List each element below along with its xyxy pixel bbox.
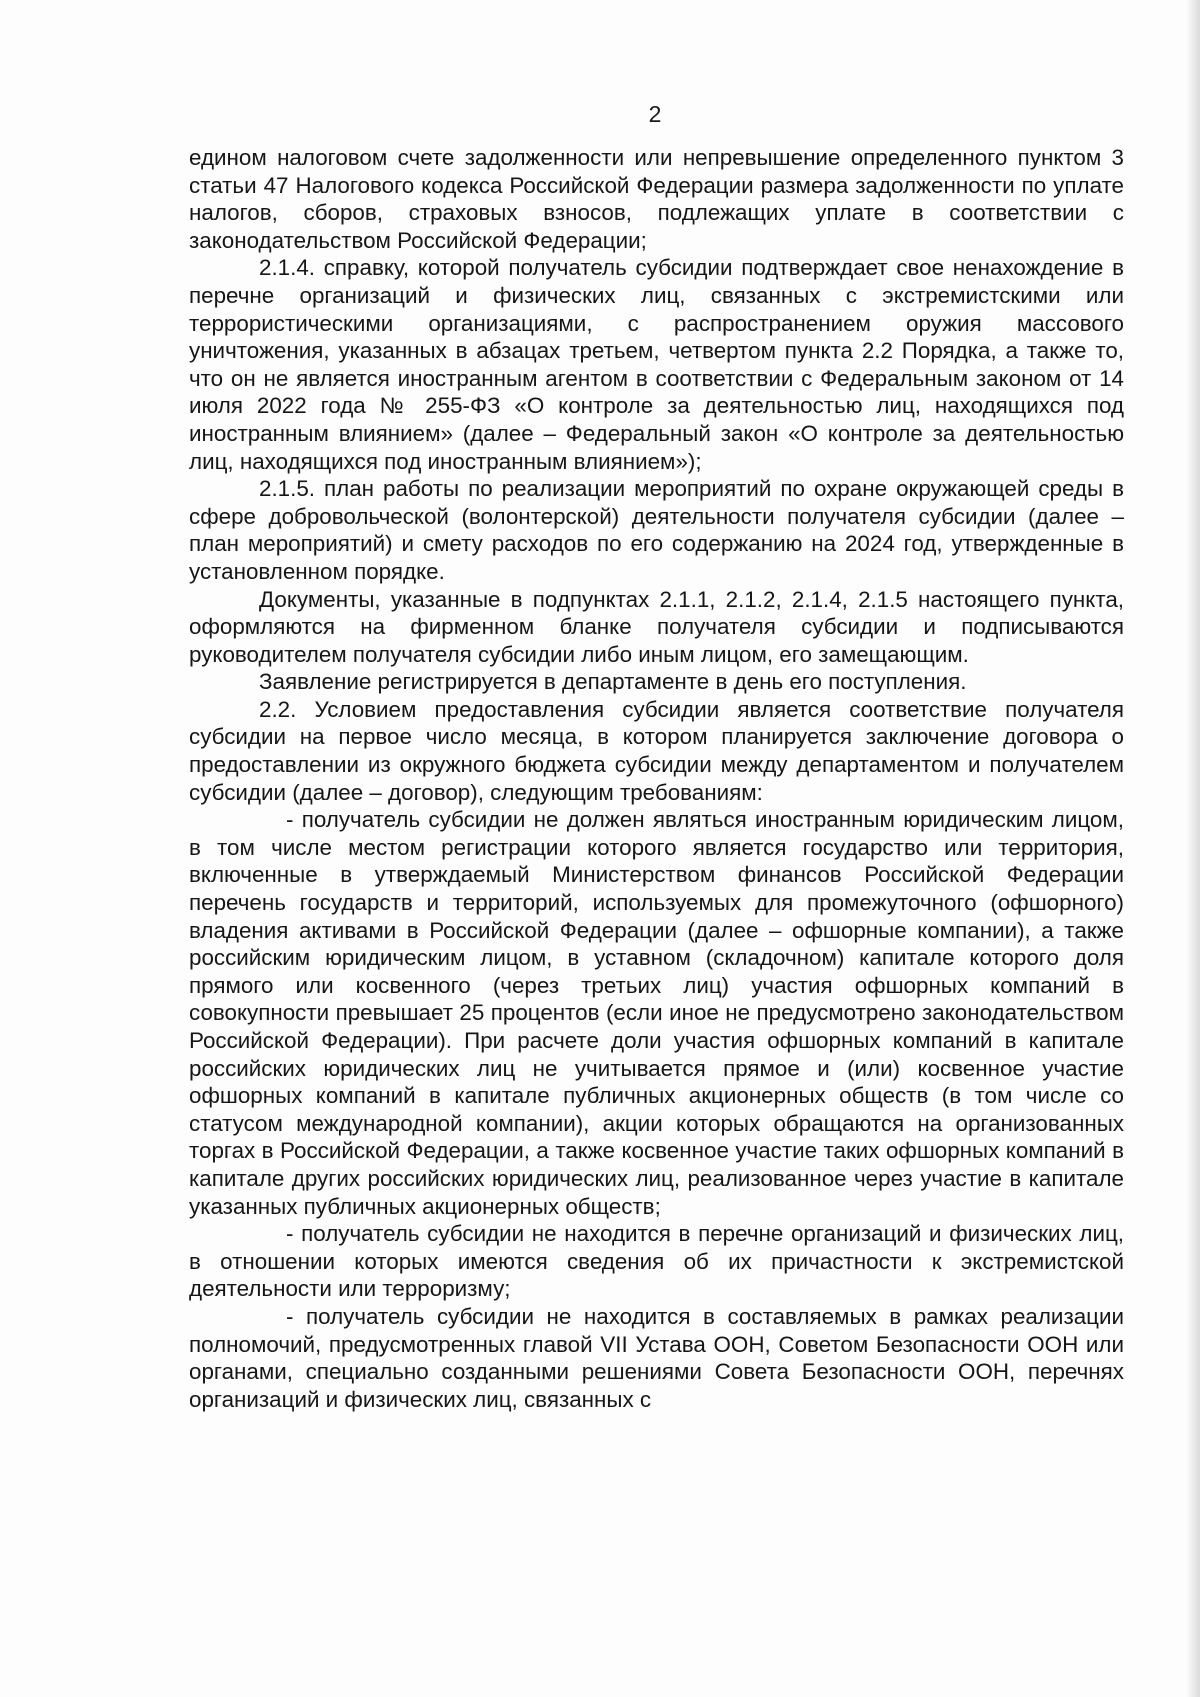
page-number: 2 — [648, 101, 662, 127]
requirement-un-lists: - получатель субсидии не находится в составляемых в рамках реализации полномочий, предусмотренных главой VII Устава ООН, Советом Безопасности ООН или органами, специально созданными решениями Совета Безопасности ООН, перечнях организаций и физических лиц, связанных с — [189, 1303, 1124, 1412]
paragraph-2-1-4: 2.1.4. справку, которой получатель субсидии подтверждает свое ненахождение в перечне организаций и физических лиц, связанных с экстремистскими или террористическими организациями, с распространением оружия массового уничтожения, указанных в абзацах третьем, четвертом пункта 2.2 Порядка, а также то, что он не является иностранным агентом в соответствии с Федеральным законом от 14 июля 2022 года № 255-ФЗ «О контроле за деятельностью лиц, находящихся под иностранным влиянием» (далее – Федеральный закон «О контроле за деятельностью лиц, находящихся под иностранным влиянием»); — [189, 255, 1124, 474]
paragraph-documents: Документы, указанные в подпунктах 2.1.1, 2.1.2, 2.1.4, 2.1.5 настоящего пункта, оформляются на фирменном бланке получателя субсидии и подписываются руководителем получателя субсидии либо иным лицом, его замещающим. — [189, 586, 1124, 667]
document-body — [189, 144, 1124, 1413]
page-edge-shadow — [1186, 0, 1200, 1697]
requirement-offshore: - получатель субсидии не должен являться иностранным юридическим лицом, в том числе местом регистрации которого является государство или территория, включенные в утверждаемый Министерством финансов Российской Федерации перечень государств и территорий, используемых для промежуточного (офшорного) владения активами в Российской Федерации (далее – офшорные компании), а также российским юридическим лицом, в уставном (складочном) капитале которого доля прямого или косвенного (через третьих лиц) участия офшорных компаний в совокупности превышает 25 процентов (если иное не предусмотрено законодательством Российской Федерации). При расчете доли участия офшорных компаний в капитале российских юридических лиц не учитывается прямое и (или) косвенное участие офшорных компаний в капитале публичных акционерных обществ (в том числе со статусом международной компании), акции которых обращаются на организованных торгах в Российской Федерации, а также косвенное участие таких офшорных компаний в капитале других российских юридических лиц, реализованное через участие в капитале указанных публичных акционерных обществ; — [189, 807, 1124, 1219]
paragraph-continuation: едином налоговом счете задолженности или непревышение определенного пунктом 3 статьи 47 Налогового кодекса Российской Федерации размера задолженности по уплате налогов, сборов, страховых взносов, подлежащих уплате в соответствии с законодательством Российской Федерации; — [189, 145, 1124, 253]
paragraph-registration: Заявление регистрируется в департаменте в день его поступления. — [259, 669, 967, 695]
paragraph-2-2: 2.2. Условием предоставления субсидии является соответствие получателя субсидии на первое число месяца, в котором планируется заключение договора о предоставлении из окружного бюджета субсидии между департаментом и получателем субсидии (далее – договор), следующим требованиям: — [189, 696, 1124, 805]
requirement-extremism: - получатель субсидии не находится в перечне организаций и физических лиц, в отношении которых имеются сведения об их причастности к экстремистской деятельности или терроризму; — [189, 1221, 1124, 1302]
paragraph-2-1-5: 2.1.5. план работы по реализации мероприятий по охране окружающей среды в сфере добровольческой (волонтерской) деятельности получателя субсидии (далее – план мероприятий) и смету расходов по его содержанию на 2024 год, утвержденные в установленном порядке. — [189, 476, 1124, 584]
